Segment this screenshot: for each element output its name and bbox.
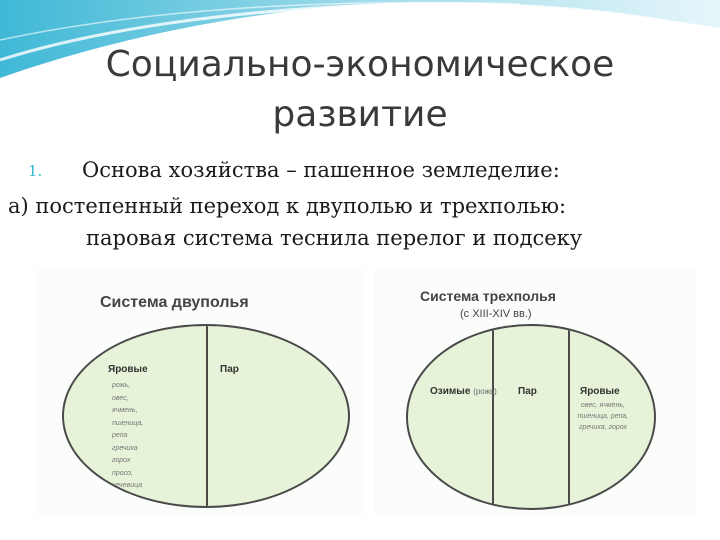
three-field-oval — [406, 324, 656, 510]
three-field-subtitle: (с XIII-XIV вв.) — [460, 308, 532, 320]
two-field-crops — [112, 380, 143, 505]
crop-item: чечевица — [112, 482, 143, 489]
crop-item: гречиха, горох — [579, 424, 627, 431]
crop-item: просо, — [112, 469, 133, 477]
crop-item: бобы — [112, 494, 129, 502]
body-line-2: а) постепенный переход к двуполью и трехполью: — [8, 194, 567, 218]
three-field-right-label: Яровые — [580, 386, 620, 397]
crop-item: овес, — [112, 394, 129, 402]
crop-item: горох — [112, 457, 131, 464]
two-field-title: Система двуполья — [100, 294, 249, 311]
two-field-right-label: Пар — [220, 364, 239, 375]
body-line-1: Основа хозяйства – пашенное земледелие: — [82, 158, 560, 182]
crop-item: рожь, — [112, 382, 131, 389]
three-field-title: Система трехполья — [420, 288, 556, 304]
two-field-oval — [62, 324, 350, 508]
two-field-left-label: Яровые — [108, 364, 148, 375]
three-field-diagram — [374, 268, 696, 516]
body-line-3: паровая система теснила перелог и подсеку — [86, 226, 583, 250]
crop-item: репа — [112, 432, 128, 439]
two-field-divider — [206, 326, 208, 506]
slide-title — [60, 40, 660, 140]
crop-item: пшеница, — [112, 419, 144, 427]
three-field-right-crops — [570, 400, 636, 433]
crop-item: пшеница, репа, — [577, 413, 629, 420]
two-field-diagram — [36, 268, 364, 516]
three-field-middle-label: Пар — [518, 386, 537, 397]
title-line-2: развитие — [272, 94, 448, 135]
list-number: 1. — [28, 162, 43, 180]
winter-crops-note: (рожь) — [473, 387, 497, 396]
three-field-left-label — [430, 386, 497, 397]
crop-item: овес, ячмень, — [580, 402, 626, 409]
three-field-divider-left — [492, 326, 494, 508]
crop-item: ячмень, — [112, 407, 138, 414]
crop-item: гречиха — [112, 444, 138, 452]
title-line-1: Социально-экономическое — [105, 44, 615, 85]
winter-crops-label: Озимые — [430, 386, 471, 397]
